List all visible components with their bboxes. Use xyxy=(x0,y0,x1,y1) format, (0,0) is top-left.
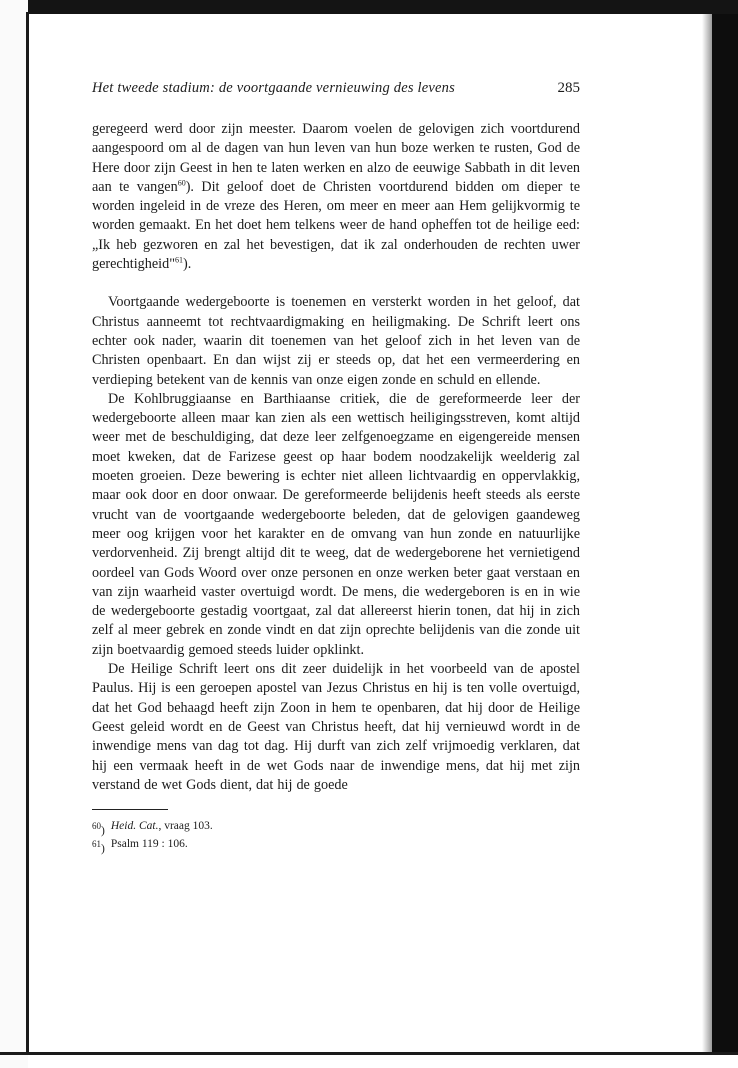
scan-edge-right xyxy=(712,14,738,1054)
footnote-ref-61: 61 xyxy=(175,255,183,265)
footnote-ref-60: 60 xyxy=(177,178,186,188)
scan-edge-left-line xyxy=(26,12,29,1052)
running-head xyxy=(92,80,580,106)
paragraph-text: ). Dit geloof doet de Christen voortdurend bidden om dieper te worden ingeleid in de vreze des Heren, om meer en meer aan Hem gelijkvormig te worden gemaakt. En het doet hem telkens weer de hand opheffen tot de heilige eed: „Ik heb gezworen en zal het bevestigen, dat ik zal onderhouden de rechten uwer gerechtigheid" xyxy=(92,178,580,273)
footnote-divider xyxy=(92,809,168,810)
footnote-61 xyxy=(92,838,580,856)
scan-edge-top xyxy=(0,0,738,14)
footnotes xyxy=(92,820,580,856)
book-page xyxy=(92,80,580,856)
footnote-60 xyxy=(92,820,580,838)
paragraph-4 xyxy=(92,660,580,795)
paragraph-text: ). xyxy=(183,256,192,273)
paragraph-text: Voortgaande wedergeboorte is toenemen en versterkt worden in het geloof, dat Christus aanneemt tot rechtvaardigmaking en heiligmaking. De Schrift leert ons echter ook nader, waarin dit toenemen van het geloof zich in het leven van de Christen openbaart. En dan wijst zij er steeds op, dat het een vermeerdering en verdieping betekent van de kennis van onze eigen zonde en schuld en ellende. xyxy=(92,294,580,388)
body-text xyxy=(92,120,580,795)
footnote-number: $^{61}$) xyxy=(92,838,105,855)
footnote-number: $^{60}$) xyxy=(92,821,105,837)
scan-edge-right-shade xyxy=(702,14,712,1054)
page-number: 285 xyxy=(557,80,580,96)
paragraph-2 xyxy=(92,293,580,389)
paragraph-1 xyxy=(92,120,580,274)
footnote-text: Heid. Cat., vraag 103. xyxy=(110,820,213,833)
footnote-text: Psalm 119 : 106. xyxy=(110,837,188,850)
paragraph-text: De Kohlbruggiaanse en Barthiaanse critiek, die de gereformeerde leer der wedergeboorte alleen maar kan zien als een wettisch heiligingsstreven, komt altijd weer met de beschuldiging, dat deze leer zelfgenoegzame en eigengereide mensen moet kweken, dat de Farizese geest op haar bodem noodzakelijk weelderig zal moeten groeien. Deze bewering is echter niet alleen lichtvaardig en oppervlakkig, maar ook door en door onwaar. De gereformeerde belijdenis heeft steeds als eerste vrucht van de voortgaande wedergeboorte beleden, dat de gelovigen gaandeweg meer oog krijgen voor het karakter en de omvang van hun zonde en natuurlijke verdorvenheid. Zij brengt altijd dit te weeg, dat de wedergeborene het vernietigend oordeel van Gods Woord over onze personen en onze werken beter gaat verstaan en van zijn waarheid vaster overtuigd wordt. De mens, die wedergeboren is en in wie de wedergeboorte gestadig voortgaat, zal dat allereerst hierin tonen, dat hij in zich zelf al meer gebrek en zonde vindt en dat zijn oprechte belijdenis van die zonde uit zijn boetvaardig gemoed steeds luider opklinkt. xyxy=(92,390,580,658)
paragraph-3 xyxy=(92,390,580,660)
paragraph-text: geregeerd werd door zijn meester. Daarom voelen de gelovigen zich voortdurend aangespoord om al de dagen van hun leven van hun boze werken te rusten, God de Here door zijn Geest in hen te laten werken en alzo de eeuwige Sabbath in dit leven aan te vangen xyxy=(92,121,580,195)
scan-edge-bottom xyxy=(0,1052,738,1055)
scan-edge-left xyxy=(0,0,28,1068)
running-title: Het tweede stadium: de voortgaande vernieuwing des levens xyxy=(92,80,455,96)
paragraph-text: De Heilige Schrift leert ons dit zeer duidelijk in het voorbeeld van de apostel Paulus. Hij is een geroepen apostel van Jezus Christus en hij is ten volle overtuigd, dat het God behaagd heeft zijn Zoon in hem te openbaren, dat hij door de Heilige Geest geleid wordt en de Geest van Christus heeft, dat hij vernieuwd wordt in de inwendige mens van dag tot dag. Hij durft van zich zelf vrijmoedig verklaren, dat hij een vermaak heeft in de wet Gods naar de inwendige mens, dat hij met zijn verstand de wet Gods dient, dat hij de goede xyxy=(92,661,580,793)
